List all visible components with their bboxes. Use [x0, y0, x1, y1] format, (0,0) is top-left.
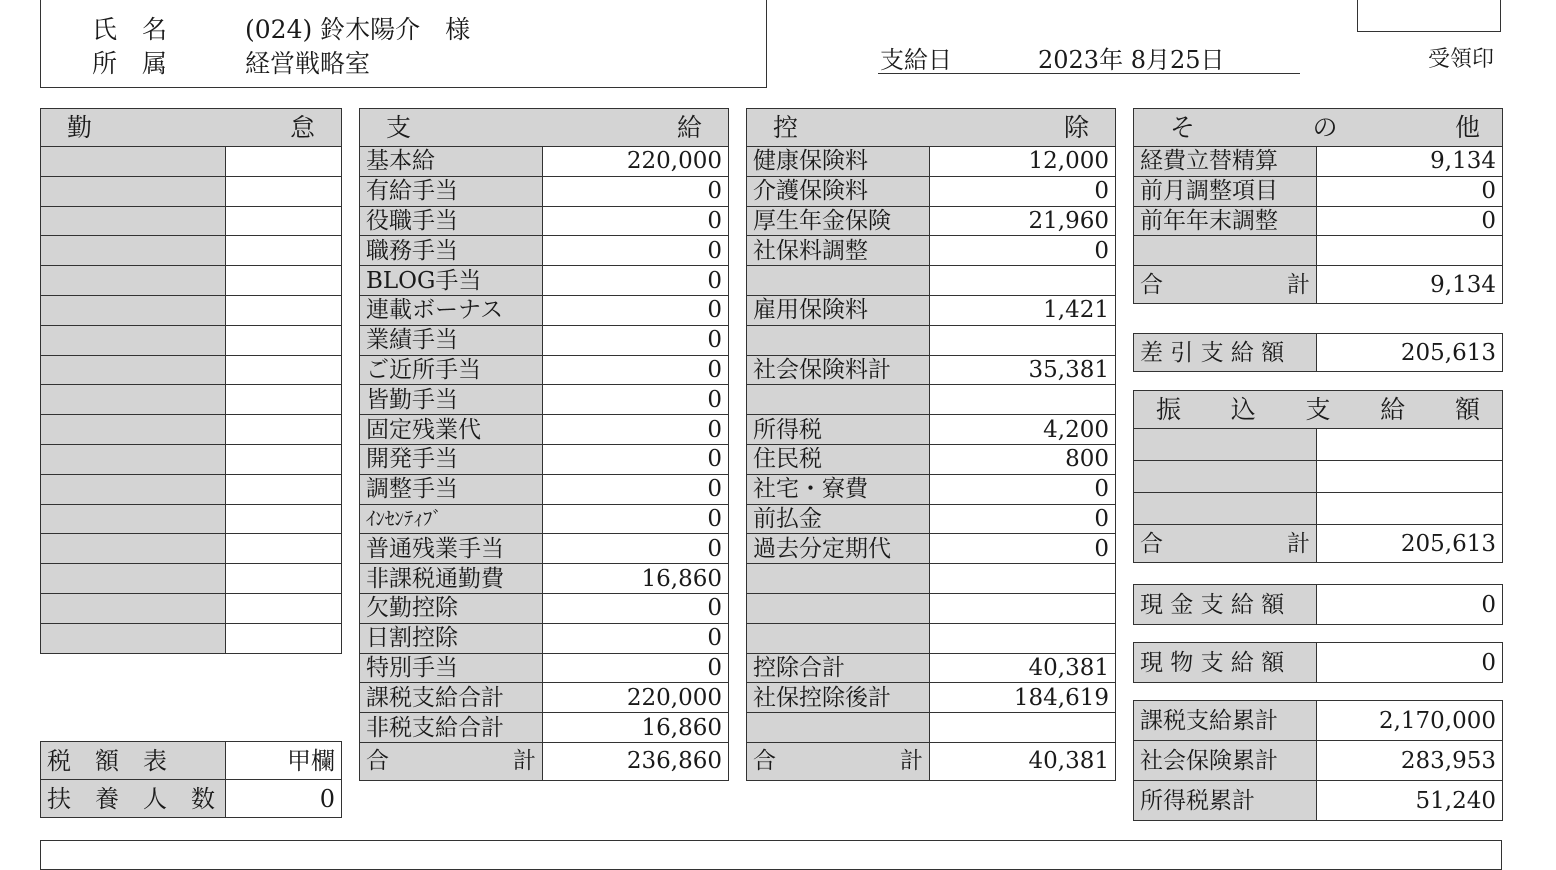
net-pay-value: 205,613	[1317, 334, 1503, 372]
table-row: 皆勤手当 0	[360, 385, 729, 415]
table-row: 社保控除後計 184,619	[747, 683, 1116, 713]
table-row: 課税支給累計 2,170,000	[1134, 701, 1503, 741]
attendance-header: 勤 怠	[41, 109, 342, 147]
table-row: 職務手当 0	[360, 236, 729, 266]
table-row: 基本給 220,000	[360, 147, 729, 177]
table-row: 調整手当 0	[360, 474, 729, 504]
deductions-total: 40,381	[930, 742, 1116, 780]
other-table	[1133, 108, 1503, 304]
cash-pay-value: 0	[1317, 585, 1503, 625]
table-row	[747, 713, 1116, 743]
table-row: 非課税通勤費 16,860	[360, 564, 729, 594]
table-row: 有給手当 0	[360, 176, 729, 206]
table-row: 経費立替精算 9,134	[1134, 147, 1503, 177]
table-row	[747, 325, 1116, 355]
table-row: 特別手当 0	[360, 653, 729, 683]
table-row: 非税支給合計 16,860	[360, 713, 729, 743]
deductions-table	[746, 108, 1116, 781]
other-header: そ の 他	[1134, 109, 1503, 147]
table-row	[747, 593, 1116, 623]
goods-pay-label: 現 物 支 給 額	[1134, 643, 1317, 683]
table-row: 前月調整項目 0	[1134, 176, 1503, 206]
table-row: 開発手当 0	[360, 444, 729, 474]
payments-header: 支 給	[360, 109, 729, 147]
table-row: 控除合計 40,381	[747, 653, 1116, 683]
tax-table-value: 甲欄	[226, 742, 342, 780]
cumulative-table	[1133, 700, 1503, 821]
table-row: 過去分定期代 0	[747, 534, 1116, 564]
table-row	[747, 385, 1116, 415]
transfer-total-row: 合 計 205,613	[1134, 525, 1503, 563]
goods-pay-table	[1133, 642, 1503, 683]
table-row: BLOG手当 0	[360, 266, 729, 296]
deductions-total-row: 合 計 40,381	[747, 742, 1116, 780]
table-row: 住民税 800	[747, 444, 1116, 474]
table-row: 社会保険累計 283,953	[1134, 741, 1503, 781]
cash-pay-label: 現 金 支 給 額	[1134, 585, 1317, 625]
table-row: 社宅・寮費 0	[747, 474, 1116, 504]
table-row: 所得税累計 51,240	[1134, 781, 1503, 821]
table-row: 固定残業代 0	[360, 415, 729, 445]
name-label: 氏 名	[92, 15, 168, 44]
deductions-header: 控 除	[747, 109, 1116, 147]
payday-label: 支給日	[880, 46, 952, 74]
table-row	[747, 623, 1116, 653]
payments-total-row: 合 計 236,860	[360, 742, 729, 780]
attendance-table	[40, 108, 342, 654]
table-row: 業績手当 0	[360, 325, 729, 355]
table-row: 日割控除 0	[360, 623, 729, 653]
dept-value: 経営戦略室	[245, 49, 371, 78]
table-row: 課税支給合計 220,000	[360, 683, 729, 713]
table-row: 厚生年金保険 21,960	[747, 206, 1116, 236]
table-row: 前払金 0	[747, 504, 1116, 534]
transfer-header: 振 込 支 給 額	[1134, 391, 1503, 429]
table-row: 役職手当 0	[360, 206, 729, 236]
payday-underline	[878, 73, 1300, 74]
table-row	[1134, 236, 1503, 266]
table-row: 雇用保険料 1,421	[747, 295, 1116, 325]
table-row: ご近所手当 0	[360, 355, 729, 385]
table-row: 健康保険料 12,000	[747, 147, 1116, 177]
table-row: 前年年末調整 0	[1134, 206, 1503, 236]
dependents-value: 0	[226, 780, 342, 818]
table-row	[747, 266, 1116, 296]
payments-table	[359, 108, 729, 781]
cash-pay-table	[1133, 584, 1503, 625]
dependents-label: 扶 養 人 数	[41, 780, 226, 818]
table-row: ｲﾝｾﾝﾃｨﾌﾞ 0	[360, 504, 729, 534]
table-row: 社保料調整 0	[747, 236, 1116, 266]
other-total-row: 合 計 9,134	[1134, 266, 1503, 304]
tax-table-label: 税 額 表	[41, 742, 226, 780]
payments-total: 236,860	[543, 742, 729, 780]
transfer-total: 205,613	[1317, 525, 1503, 563]
net-pay-label: 差 引 支 給 額	[1134, 334, 1317, 372]
table-row: 社会保険料計 35,381	[747, 355, 1116, 385]
table-row: 介護保険料 0	[747, 176, 1116, 206]
other-total: 9,134	[1317, 266, 1503, 304]
payday-value: 2023年 8月25日	[1038, 46, 1225, 74]
goods-pay-value: 0	[1317, 643, 1503, 683]
table-row	[747, 564, 1116, 594]
dept-label: 所 属	[92, 49, 168, 78]
tax-table	[40, 741, 342, 818]
remarks-box	[40, 840, 1502, 870]
receipt-label: 受領印	[1428, 47, 1495, 72]
transfer-table	[1133, 390, 1503, 563]
table-row: 連載ボーナス 0	[360, 295, 729, 325]
name-value: (024) 鈴木陽介 様	[245, 15, 471, 44]
receipt-stamp-box	[1357, 0, 1501, 32]
table-row: 欠勤控除 0	[360, 593, 729, 623]
table-row: 所得税 4,200	[747, 415, 1116, 445]
table-row: 普通残業手当 0	[360, 534, 729, 564]
net-pay-table	[1133, 333, 1503, 372]
